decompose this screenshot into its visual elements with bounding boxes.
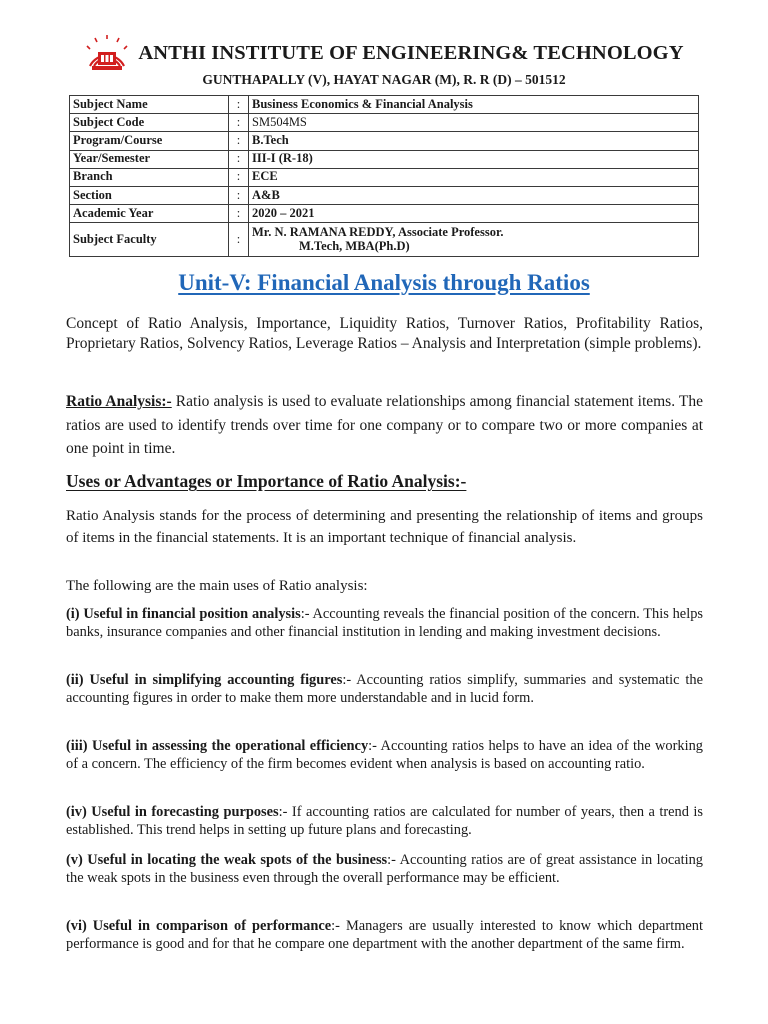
list-item-text: Managers are usually interested to know which department performance is good and for that he compare one department with the another department of the same firm. [66,918,703,952]
row-value: A&B [249,186,699,204]
ratio-analysis-text: Ratio analysis is used to evaluate relationships among financial statement items. The ratios are used to identify trends over time for one company or to compare two or more companies at one point in time. [66,393,703,457]
row-label: Program/Course [70,132,229,150]
row-value: ECE [249,168,699,186]
ratio-analysis-paragraph [66,390,703,461]
row-colon: : [229,150,249,168]
row-label: Subject Faculty [70,223,229,257]
list-item-text: If accounting ratios are calculated for number of years, then a trend is established. This trend helps in setting up future plans and forecasting. [66,804,703,838]
list-item [66,803,703,839]
list-item-text: Accounting ratios helps to have an idea of the working of a concern. The efficiency of the firm becomes evident when analysis is based on accounting ratio. [66,738,703,772]
institute-logo-icon [84,33,130,73]
list-item-separator: :- [278,804,288,820]
faculty-name: Mr. N. RAMANA REDDY, Associate Professor. [252,225,504,240]
row-colon: : [229,132,249,150]
list-item-title: (vi) Useful in comparison of performance [66,918,332,934]
table-row [70,168,699,186]
list-item-text: Accounting ratios are of great assistance in locating the weak spots in the business even through the overall performance may be efficient. [66,852,703,886]
list-item-title: (ii) Useful in simplifying accounting figures [66,672,343,688]
subject-details-table [69,95,699,257]
list-item [66,917,703,953]
document-header [0,36,768,88]
table-row [70,205,699,223]
row-value: III-I (R-18) [249,150,699,168]
table-row [70,96,699,114]
faculty-value [249,223,699,257]
row-label: Branch [70,168,229,186]
row-value: Business Economics & Financial Analysis [249,96,699,114]
row-value: SM504MS [249,114,699,132]
list-item-separator: :- [342,672,352,688]
row-label: Year/Semester [70,150,229,168]
list-item [66,671,703,707]
table-row [70,150,699,168]
faculty-qualification: M.Tech, MBA(Ph.D) [299,238,410,253]
row-value: 2020 – 2021 [249,205,699,223]
unit-title: Unit-V: Financial Analysis through Ratios [178,270,590,295]
uses-intro-paragraph: Ratio Analysis stands for the process of determining and presenting the relationship of items and groups of items in the financial statements. It is an important technique of financial analysis. [66,508,703,546]
uses-lead-text: The following are the main uses of Ratio analysis: [66,578,368,594]
table-row-faculty [70,223,699,257]
row-label: Subject Code [70,114,229,132]
list-item-title: (iv) Useful in forecasting purposes [66,804,279,820]
list-item-title: (i) Useful in financial position analysis [66,606,301,622]
row-value: B.Tech [249,132,699,150]
list-item-separator: :- [300,606,310,622]
list-item [66,851,703,887]
list-item-title: (v) Useful in locating the weak spots of the business [66,852,388,868]
table-row [70,132,699,150]
institute-row [0,36,768,70]
list-item-separator: :- [331,918,340,934]
list-item [66,605,703,641]
row-colon: : [229,223,249,257]
row-label: Section [70,186,229,204]
row-colon: : [229,114,249,132]
list-item [66,737,703,773]
row-colon: : [229,186,249,204]
table-row [70,186,699,204]
list-item-separator: :- [387,852,396,868]
list-item-text: Accounting ratios simplify, summaries and systematic the accounting figures in order to make them more understandable and in lucid form. [66,672,703,706]
list-item-separator: :- [368,738,377,754]
unit-topics-paragraph: Concept of Ratio Analysis, Importance, Liquidity Ratios, Turnover Ratios, Profitability Ratios, Proprietary Ratios, Solvency Ratios, Leverage Ratios – Analysis and Interpretation (simple problems). [66,315,703,352]
row-colon: : [229,168,249,186]
table-row [70,114,699,132]
institute-name: ANTHI INSTITUTE OF ENGINEERING& TECHNOLOGY [138,41,684,64]
row-label: Academic Year [70,205,229,223]
institute-address: GUNTHAPALLY (V), HAYAT NAGAR (M), R. R (D) – 501512 [202,72,566,87]
row-label: Subject Name [70,96,229,114]
ratio-analysis-heading: Ratio Analysis:- [66,393,172,410]
list-item-text: Accounting reveals the financial position of the concern. This helps banks, insurance companies and other financial institution in lending and making investment decisions. [66,606,703,640]
row-colon: : [229,205,249,223]
row-colon: : [229,96,249,114]
section-heading: Uses or Advantages or Importance of Ratio Analysis:- [66,471,467,491]
list-item-title: (iii) Useful in assessing the operational efficiency [66,738,369,754]
